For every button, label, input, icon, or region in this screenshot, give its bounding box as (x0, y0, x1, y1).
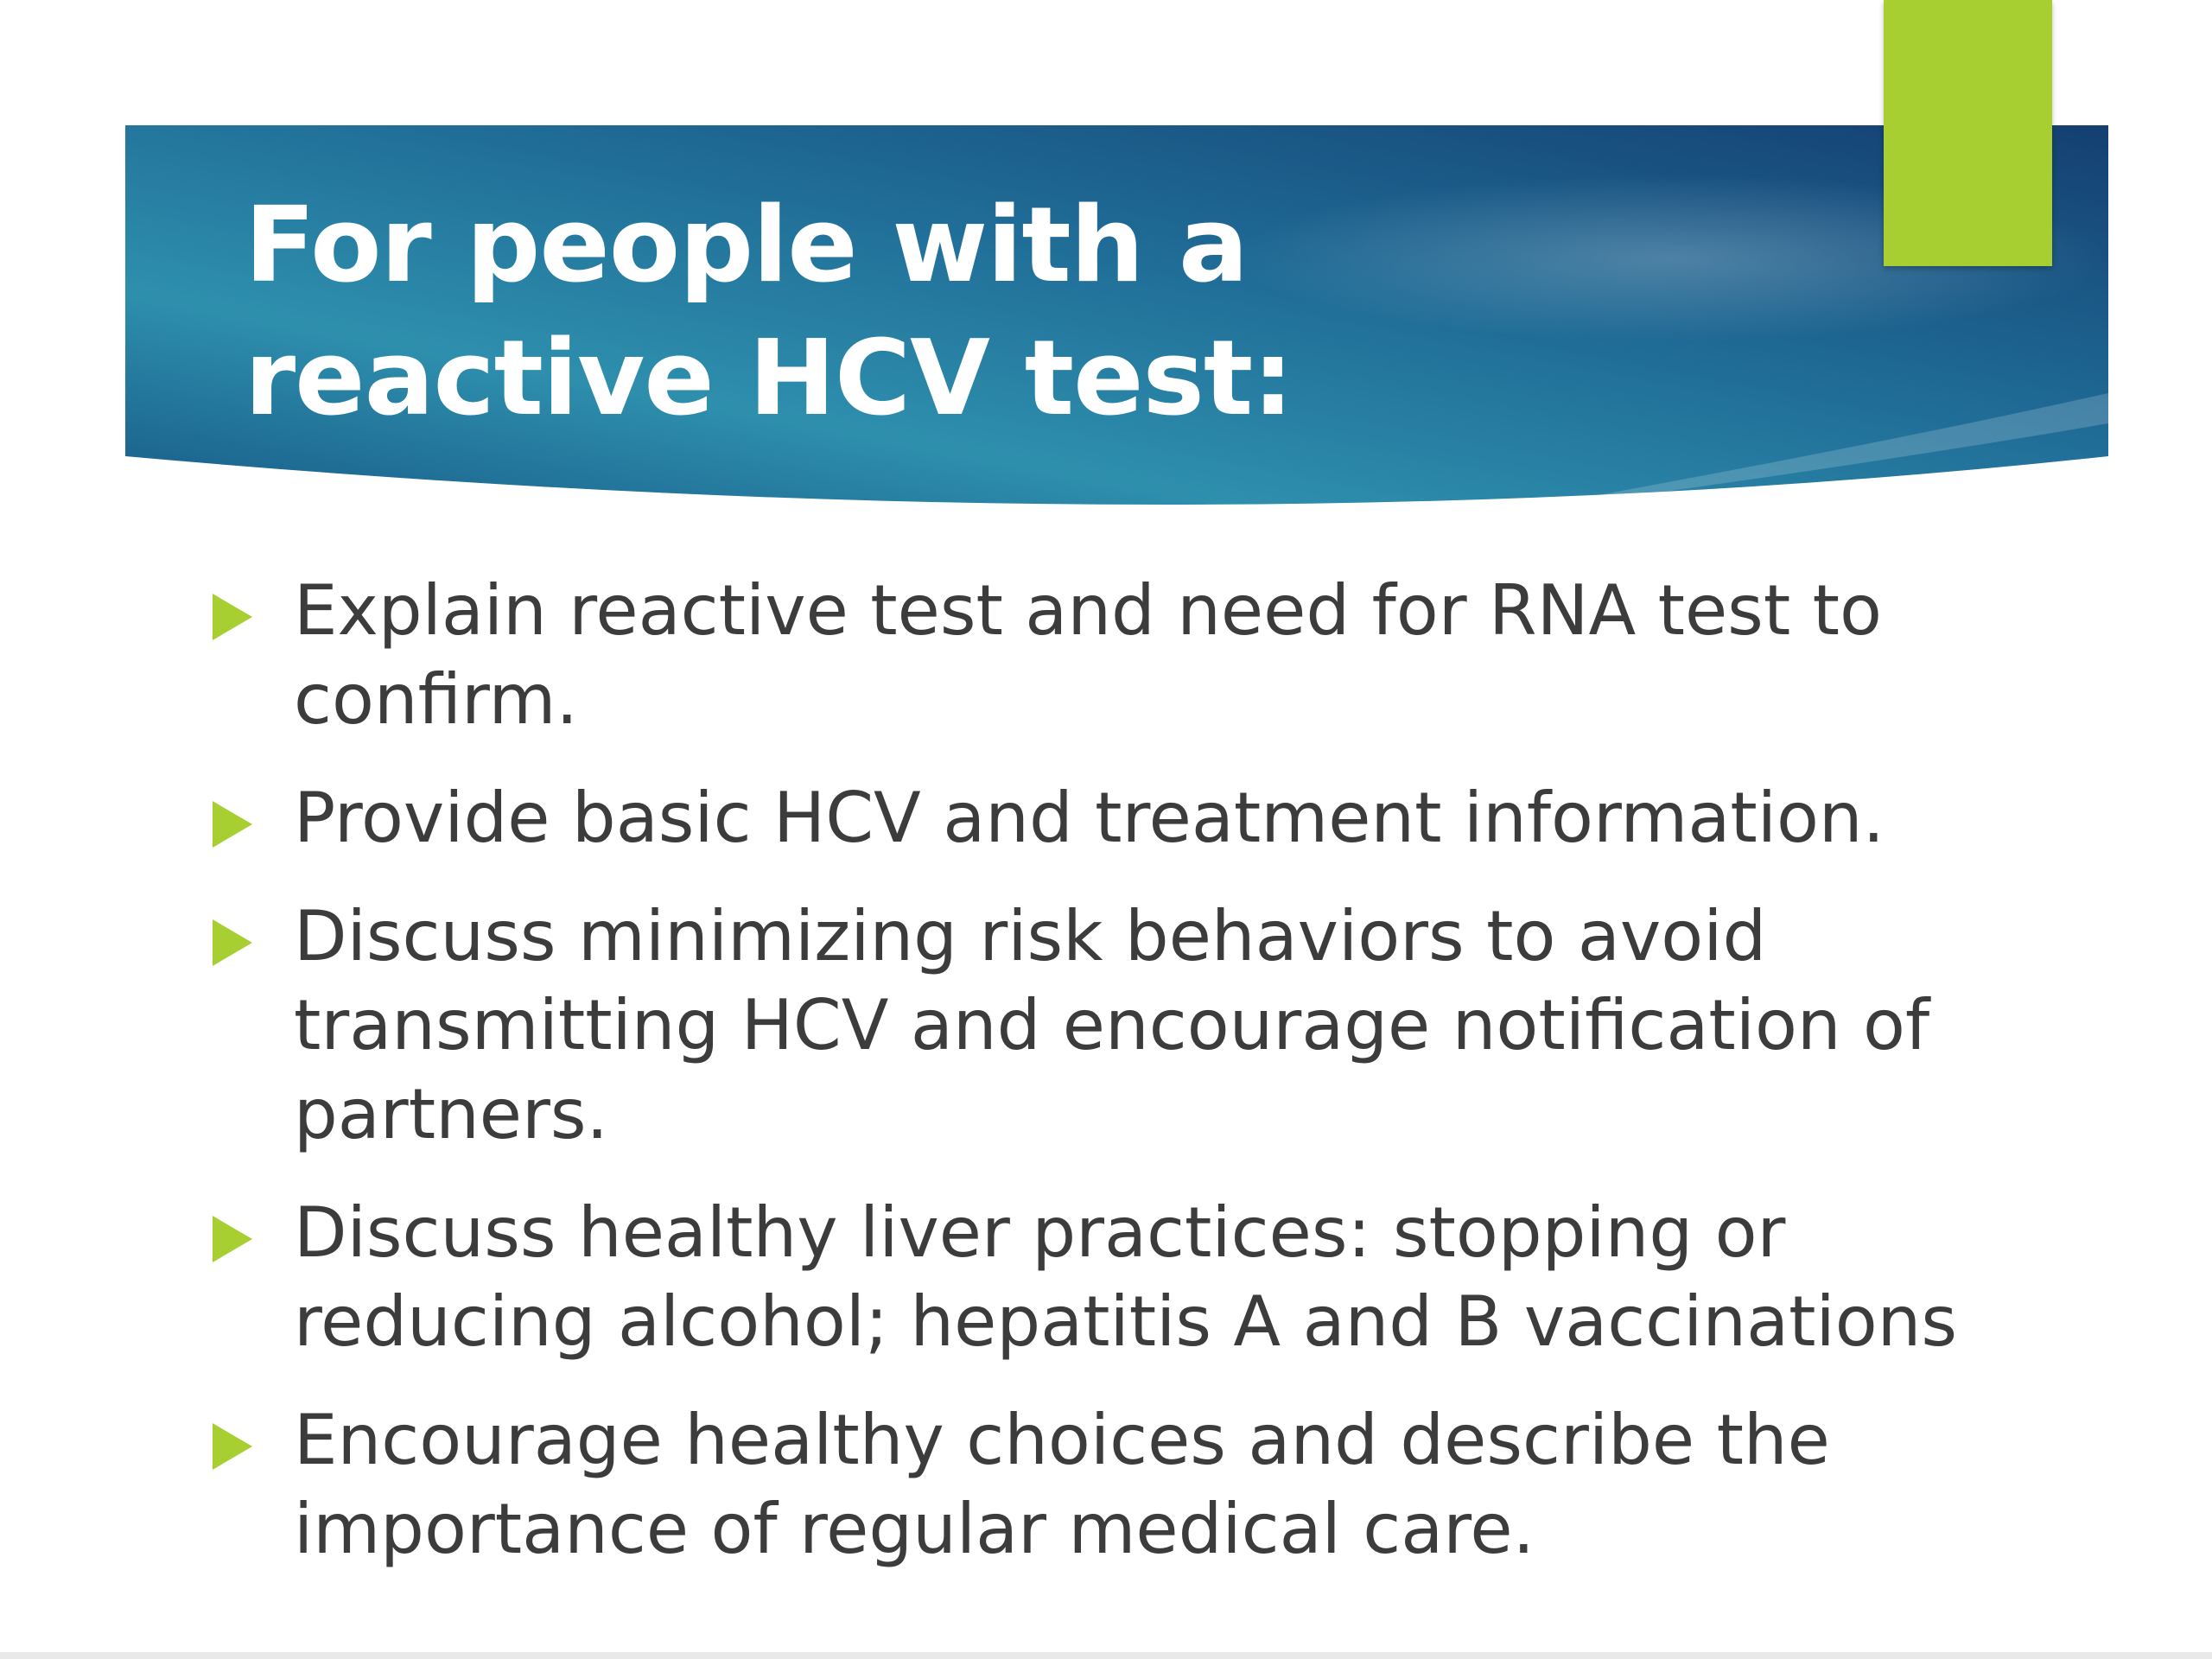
bullet-text-line: reducing alcohol; hepatitis A and B vaccinations (294, 1281, 1958, 1362)
accent-tab (1884, 0, 2052, 266)
bullet-text-line: transmitting HCV and encourage notification of (294, 985, 1930, 1065)
triangle-right-icon (213, 919, 252, 966)
bullet-text-line: Explain reactive test and need for RNA test to (294, 570, 1882, 651)
bullet-item (207, 892, 2143, 1159)
triangle-right-icon (213, 594, 252, 640)
bullet-text-line: importance of regular medical care. (294, 1489, 1535, 1569)
slide-title (245, 180, 1886, 446)
bullet-text-line: Discuss minimizing risk behaviors to avoid (294, 896, 1767, 976)
bullet-item (207, 1188, 2143, 1366)
bottom-divider (0, 1652, 2212, 1659)
bullet-text-line: Discuss healthy liver practices: stopping or (294, 1192, 1786, 1273)
bullet-list (207, 566, 2143, 1603)
bullet-text-line: Encourage healthy choices and describe the (294, 1400, 1830, 1480)
title-line: For people with a (245, 186, 1248, 306)
bullet-text-line: partners. (294, 1074, 608, 1154)
bullet-item (207, 1395, 2143, 1573)
triangle-right-icon (213, 1216, 252, 1262)
bullet-text-line: confirm. (294, 659, 578, 740)
title-line: reactive HCV test: (245, 319, 1294, 439)
triangle-right-icon (213, 801, 252, 848)
bullet-item (207, 566, 2143, 744)
bullet-item (207, 773, 2143, 862)
triangle-right-icon (213, 1423, 252, 1470)
bullet-text-line: Provide basic HCV and treatment information. (294, 778, 1885, 858)
